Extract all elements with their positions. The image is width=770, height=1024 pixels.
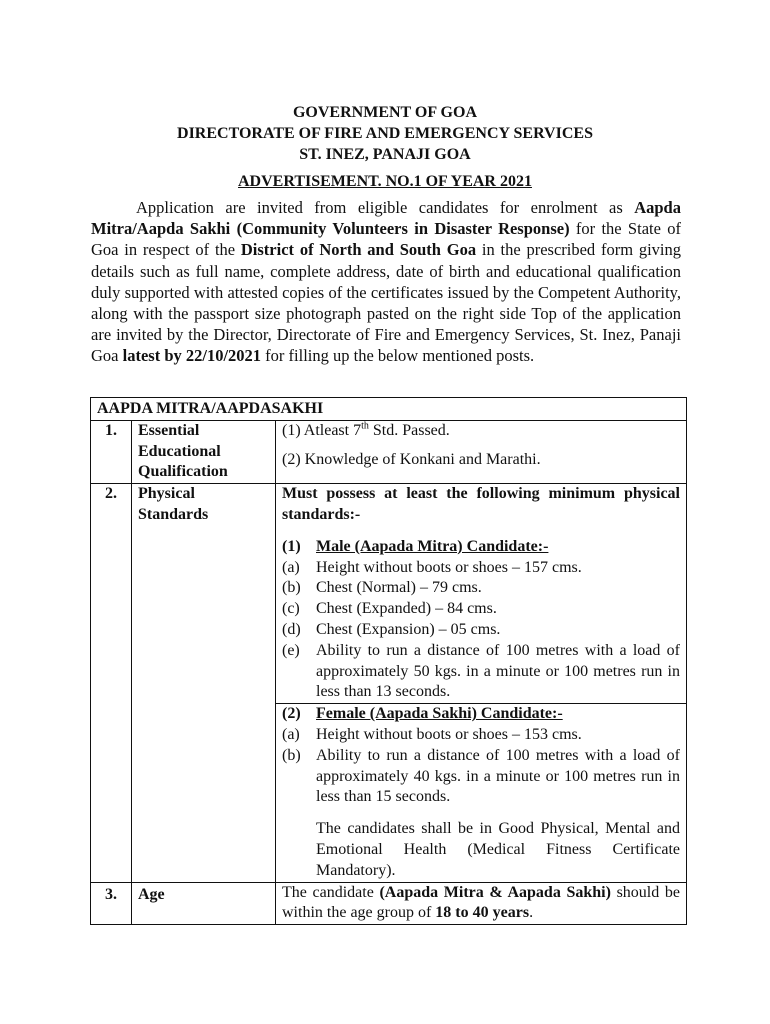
row-label: Essential Educational Qualification bbox=[132, 420, 276, 483]
intro-bold-district: District of North and South Goa bbox=[240, 240, 477, 260]
advertisement-title: ADVERTISEMENT. NO.1 OF YEAR 2021 bbox=[238, 173, 532, 190]
qualification-text: Std. Passed. bbox=[368, 421, 450, 439]
item-label: (1) bbox=[282, 537, 301, 555]
list-item bbox=[282, 558, 680, 579]
superscript: th bbox=[361, 420, 369, 432]
list-item bbox=[282, 746, 680, 808]
male-heading bbox=[282, 537, 680, 558]
age-text: The candidate bbox=[282, 883, 380, 901]
header-line-directorate: DIRECTORATE OF FIRE AND EMERGENCY SERVICES bbox=[177, 125, 593, 142]
age-bold-posts: (Aapada Mitra & Aapada Sakhi) bbox=[379, 883, 611, 901]
table-row bbox=[91, 484, 687, 704]
row-content bbox=[276, 704, 687, 882]
row-number: 3. bbox=[91, 882, 132, 925]
header-line-government: GOVERNMENT OF GOA bbox=[292, 104, 477, 121]
list-item bbox=[282, 599, 680, 620]
health-text: The candidates shall be in Good Physical, Mental and Emotional Health (Medical Fitness Certificate Mandatory). bbox=[316, 820, 680, 879]
item-label: (2) bbox=[282, 705, 301, 723]
intro-bold-deadline: latest by 22/10/2021 bbox=[122, 346, 262, 366]
table-row bbox=[91, 882, 687, 925]
list-item bbox=[282, 641, 680, 703]
item-text: Ability to run a distance of 100 metres with a load of approximately 40 kgs. in a minute or 100 metres run in less than 15 seconds. bbox=[316, 746, 680, 806]
qualification-text: (1) Atleast 7 bbox=[282, 421, 362, 439]
row-content bbox=[276, 484, 687, 704]
female-title: Female (Aapada Sakhi) Candidate:- bbox=[316, 705, 563, 723]
item-text: Chest (Normal) – 79 cms. bbox=[316, 579, 482, 597]
age-bold-range: 18 to 40 years bbox=[435, 904, 530, 922]
item-text: Chest (Expansion) – 05 cms. bbox=[316, 620, 501, 638]
qualification-item: (2) Knowledge of Konkani and Marathi. bbox=[282, 450, 541, 468]
row-number: 2. bbox=[91, 484, 132, 882]
row-label: Age bbox=[132, 882, 276, 925]
item-label: (c) bbox=[282, 600, 300, 618]
qualification-item bbox=[282, 421, 680, 442]
intro-bold-post-name: Aapda Mitra/Aapda Sakhi (Community Volunteers in Disaster Response) bbox=[91, 198, 681, 239]
item-label: (a) bbox=[282, 558, 300, 576]
table-caption-row bbox=[91, 398, 687, 421]
eligibility-table bbox=[90, 397, 687, 925]
row-content bbox=[276, 420, 687, 483]
item-text: Ability to run a distance of 100 metres with a load of approximately 50 kgs. in a minute or 100 metres run in less than 13 seconds. bbox=[316, 641, 680, 701]
item-label: (a) bbox=[282, 725, 300, 743]
list-item bbox=[282, 620, 680, 641]
list-item bbox=[282, 725, 680, 746]
list-item bbox=[282, 578, 680, 599]
row-content bbox=[276, 882, 687, 925]
age-text: . bbox=[529, 904, 534, 922]
item-label: (b) bbox=[282, 579, 301, 597]
item-label: (e) bbox=[282, 641, 300, 659]
table-caption: AAPDA MITRA/AAPDASAKHI bbox=[91, 398, 687, 421]
intro-text-1: Application are invited from eligible candidates for enrolment as bbox=[136, 198, 635, 217]
male-title: Male (Aapada Mitra) Candidate:- bbox=[316, 537, 549, 555]
row-label: Physical Standards bbox=[132, 484, 276, 882]
item-label: (b) bbox=[282, 746, 301, 764]
header-line-address: ST. INEZ, PANAJI GOA bbox=[299, 146, 471, 163]
item-text: Chest (Expanded) – 84 cms. bbox=[316, 600, 497, 618]
intro-text-3: in the prescribed form giving details such as full name, complete address, date of birth and educational qualification duly supported with attested copies of the certificates issued by the Competent Authority, along with the passport size photograph pasted on the right side Top of the application are invited by the Director, Directorate of Fire and Emergency Services, St. Inez, Panaji Goa bbox=[91, 240, 681, 366]
health-note bbox=[282, 819, 680, 881]
advertisement-paragraph bbox=[91, 197, 681, 367]
item-text: Height without boots or shoes – 157 cms. bbox=[316, 558, 582, 576]
table-row bbox=[91, 420, 687, 483]
intro-text-2: for the State of Goa in respect of the bbox=[91, 219, 681, 260]
row-number: 1. bbox=[91, 420, 132, 483]
age-text: should be within the age group of bbox=[282, 883, 680, 922]
female-heading bbox=[282, 704, 680, 725]
item-label: (d) bbox=[282, 620, 301, 638]
item-text: Height without boots or shoes – 153 cms. bbox=[316, 725, 582, 743]
physical-intro: Must possess at least the following minimum physical standards:- bbox=[282, 485, 680, 523]
intro-text-4: for filling up the below mentioned posts. bbox=[261, 346, 535, 366]
